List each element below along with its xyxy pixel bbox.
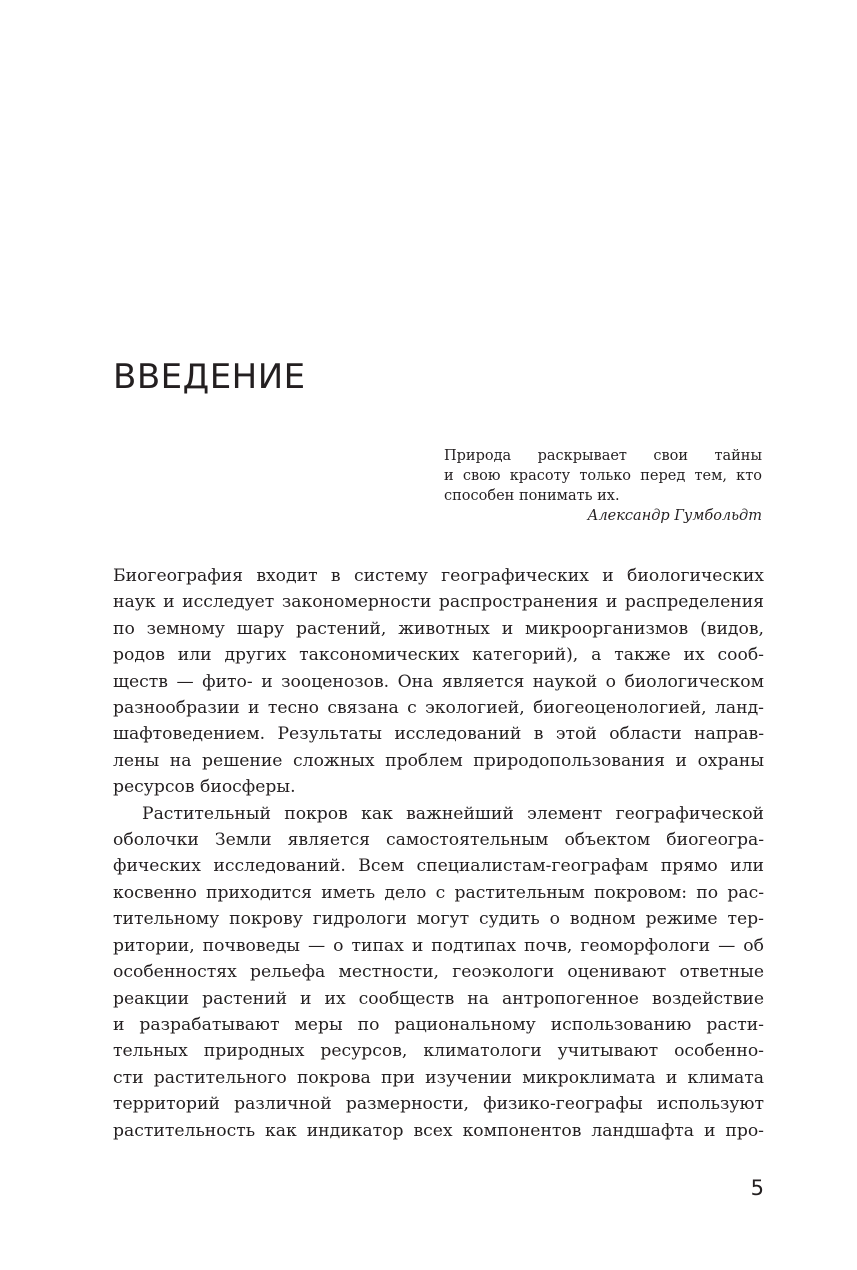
text-line: ществ — фито- и зооценозов. Она является наукой о биологическом bbox=[113, 671, 764, 692]
paragraph bbox=[113, 563, 764, 801]
text-line: разнообразии и тесно связана с экологией, биогеоценологией, ланд- bbox=[113, 698, 764, 719]
text-line: родов или других таксономических категорий), а также их сооб- bbox=[113, 645, 764, 666]
text-line: оболочки Земли является самостоятельным объектом биогеогра- bbox=[113, 830, 764, 851]
text-line: ресурсов биосферы. bbox=[113, 777, 296, 798]
text-line: Растительный покров как важнейший элемент географической bbox=[142, 803, 764, 824]
text-line: ритории, почвоведы — о типах и подтипах почв, геоморфологи — об bbox=[113, 935, 764, 956]
text-line: наук и исследует закономерности распространения и распределения bbox=[113, 592, 764, 613]
body-text bbox=[113, 563, 764, 1144]
epigraph-author: Александр Гумбольдт bbox=[587, 508, 762, 524]
epigraph-line: и свою красоту только перед тем, кто bbox=[444, 468, 762, 484]
epigraph-line: способен понимать их. bbox=[444, 488, 620, 504]
text-line: особенностях рельефа местности, геоэкологи оценивают ответные bbox=[113, 962, 764, 983]
text-line: фических исследований. Всем специалистам-географам прямо или bbox=[113, 856, 764, 877]
text-line: тельных природных ресурсов, климатологи учитывают особенно- bbox=[113, 1041, 764, 1062]
text-line: и разрабатывают меры по рациональному использованию расти- bbox=[113, 1014, 764, 1035]
text-line: сти растительного покрова при изучении микроклимата и климата bbox=[113, 1067, 764, 1088]
epigraph bbox=[444, 446, 762, 526]
chapter-title: ВВЕДЕНИЕ bbox=[113, 357, 306, 397]
page-number: 5 bbox=[750, 1176, 764, 1200]
text-line: шафтоведением. Результаты исследований в этой области направ- bbox=[113, 724, 764, 745]
text-line: косвенно приходится иметь дело с растительным покровом: по рас- bbox=[113, 882, 764, 903]
text-line: тительному покрову гидрологи могут судить о водном режиме тер- bbox=[113, 909, 764, 930]
text-line: территорий различной размерности, физико-географы используют bbox=[113, 1094, 764, 1115]
paragraph bbox=[113, 801, 764, 1144]
text-line: Биогеография входит в систему географических и биологических bbox=[113, 566, 764, 586]
text-line: по земному шару растений, животных и микроорганизмов (видов, bbox=[113, 618, 764, 639]
text-line: реакции растений и их сообществ на антропогенное воздействие bbox=[113, 988, 764, 1009]
epigraph-line: Природа раскрывает свои тайны bbox=[444, 448, 762, 464]
text-line: растительность как индикатор всех компонентов ландшафта и про- bbox=[113, 1120, 764, 1141]
text-line: лены на решение сложных проблем природопользования и охраны bbox=[113, 750, 764, 771]
